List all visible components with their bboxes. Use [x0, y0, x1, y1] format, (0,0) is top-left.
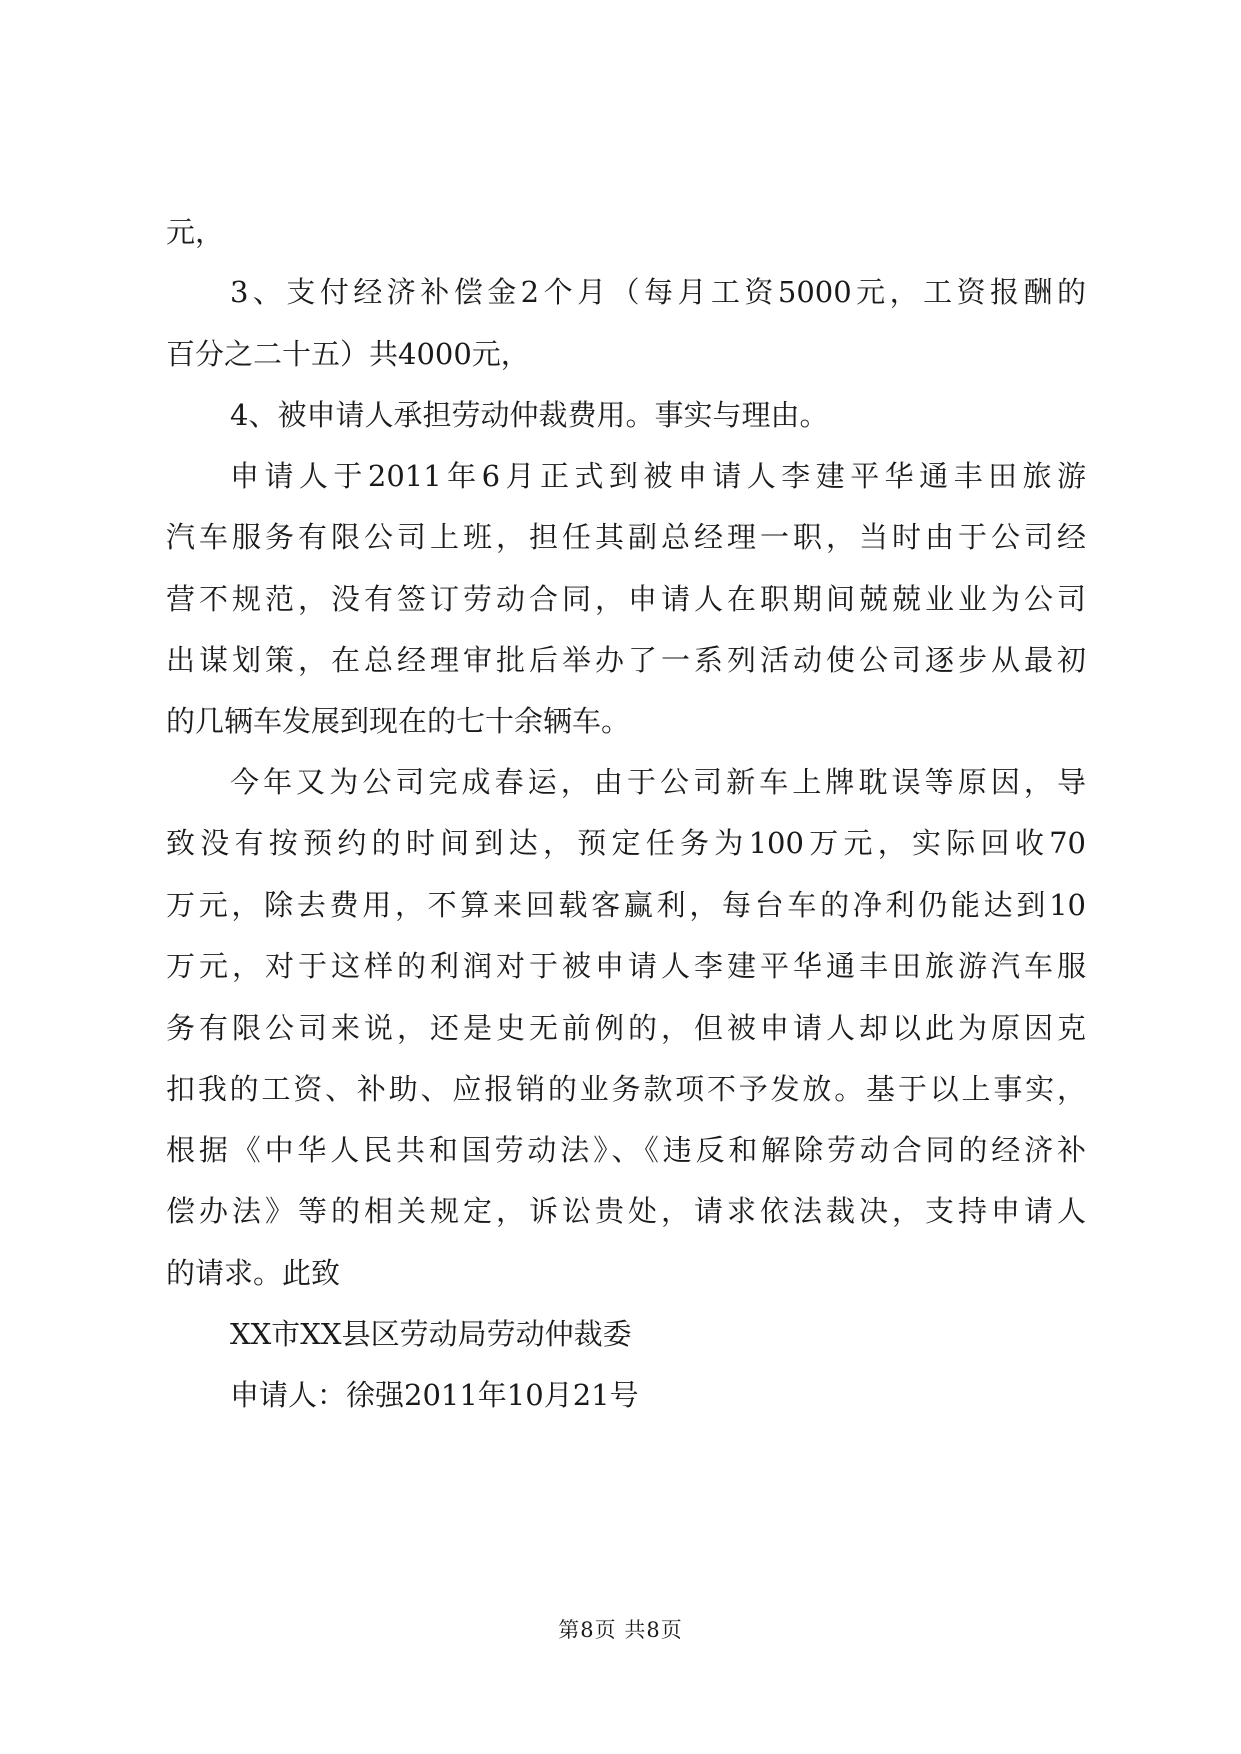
- text-line: 3、支付经济补偿金2个月（每月工资5000元，工资报酬的: [230, 275, 1086, 309]
- text-line: 扣我的工资、补助、应报销的业务款项不予发放。基于以上事实，: [166, 1072, 1086, 1106]
- text-line: 的几辆车发展到现在的七十余辆车。: [166, 704, 631, 738]
- page-number-footer: 第8页 共8页: [558, 1618, 683, 1642]
- text-line: 4、被申请人承担劳动仲裁费用。事实与理由。: [230, 398, 829, 432]
- text-line: 汽车服务有限公司上班，担任其副总经理一职，当时由于公司经: [166, 520, 1086, 554]
- text-line: 的请求。此致: [166, 1256, 341, 1290]
- text-line: 偿办法》等的相关规定，诉讼贵处，请求依法裁决，支持申请人: [166, 1194, 1086, 1228]
- text-line: 万元，除去费用，不算来回载客赢利，每台车的净利仍能达到10: [166, 888, 1086, 922]
- signature-line: 申请人：徐强2011年10月21号: [230, 1378, 639, 1412]
- text-line: 万元，对于这样的利润对于被申请人李建平华通丰田旅游汽车服: [166, 949, 1086, 983]
- text-line: 申请人于2011年6月正式到被申请人李建平华通丰田旅游: [230, 459, 1086, 493]
- addressee-line: XX市XX县区劳动局劳动仲裁委: [230, 1317, 632, 1351]
- text-line: 百分之二十五）共4000元，: [166, 337, 530, 371]
- text-line: 务有限公司来说，还是史无前例的，但被申请人却以此为原因克: [166, 1011, 1086, 1045]
- text-line: 根据《中华人民共和国劳动法》、《违反和解除劳动合同的经济补: [166, 1133, 1086, 1167]
- text-line: 今年又为公司完成春运，由于公司新车上牌耽误等原因，导: [230, 765, 1086, 799]
- text-line: 营不规范，没有签订劳动合同，申请人在职期间兢兢业业为公司: [166, 582, 1086, 616]
- text-line: 致没有按预约的时间到达，预定任务为100万元，实际回收70: [166, 826, 1086, 860]
- text-line: 出谋划策，在总经理审批后举办了一系列活动使公司逐步从最初: [166, 643, 1086, 677]
- text-line: 元，: [166, 215, 225, 249]
